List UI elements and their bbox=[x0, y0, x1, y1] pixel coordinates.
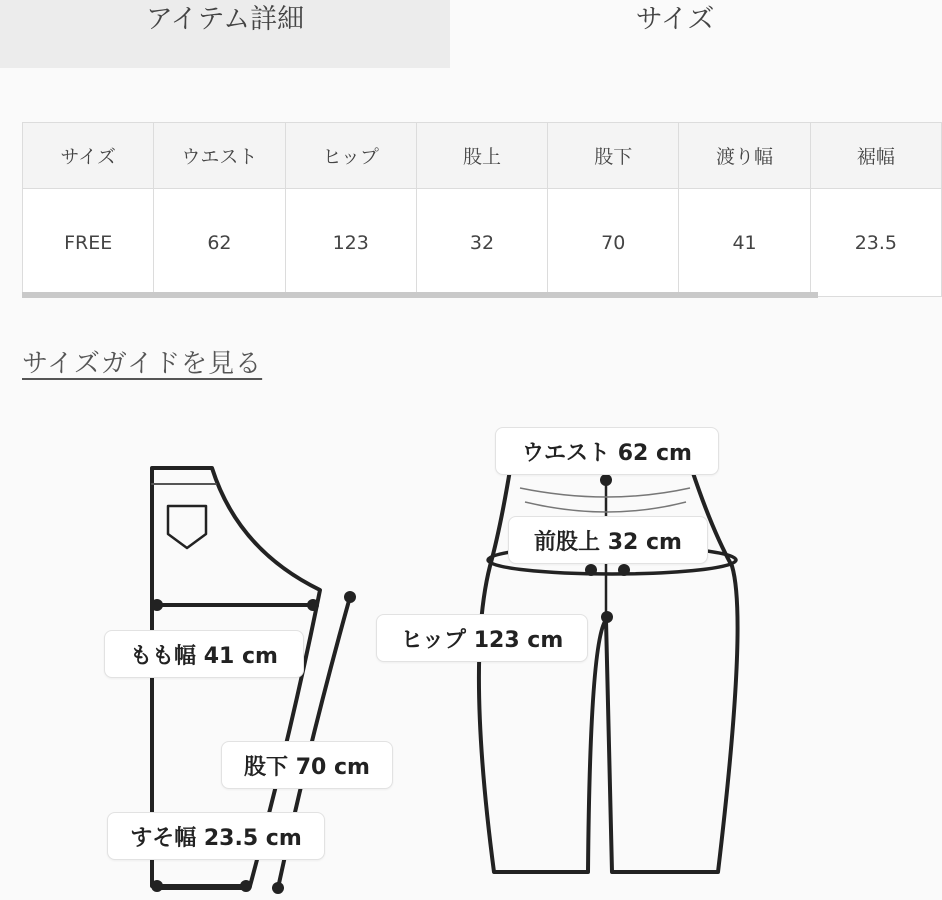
table-header-cell: 裾幅 bbox=[810, 123, 941, 189]
tab-bar bbox=[0, 0, 900, 68]
measure-dot bbox=[344, 591, 356, 603]
inseam-label: 股下 70 cm bbox=[221, 741, 393, 789]
thigh-width-label: もも幅 41 cm bbox=[104, 630, 304, 678]
size-table bbox=[22, 122, 942, 297]
tab-size-label: サイズ bbox=[635, 4, 715, 35]
hip-label: ヒップ 123 cm bbox=[376, 614, 588, 662]
table-header-cell: 股上 bbox=[416, 123, 547, 189]
table-header-cell: ウエスト bbox=[154, 123, 285, 189]
table-header-cell: 股下 bbox=[548, 123, 679, 189]
tab-item-detail[interactable] bbox=[0, 0, 450, 68]
size-table-scroll[interactable] bbox=[22, 122, 897, 298]
table-header-cell: ヒップ bbox=[285, 123, 416, 189]
tab-item-detail-label: アイテム詳細 bbox=[145, 4, 305, 35]
size-diagram bbox=[0, 410, 900, 900]
measure-dot bbox=[151, 599, 163, 611]
horizontal-scrollbar[interactable] bbox=[22, 292, 818, 298]
table-header-row bbox=[23, 123, 942, 189]
measure-dot bbox=[600, 474, 612, 486]
table-cell: 70 bbox=[548, 189, 679, 297]
table-row bbox=[23, 189, 942, 297]
size-guide-link[interactable]: サイズガイドを見る bbox=[22, 349, 263, 379]
hem-width-label: すそ幅 23.5 cm bbox=[107, 812, 325, 860]
table-cell: 123 bbox=[285, 189, 416, 297]
measure-dot bbox=[601, 611, 613, 623]
table-cell: 23.5 bbox=[810, 189, 941, 297]
table-cell: 41 bbox=[679, 189, 810, 297]
measure-dot bbox=[240, 880, 252, 892]
table-header-cell: 渡り幅 bbox=[679, 123, 810, 189]
measure-dot bbox=[618, 564, 630, 576]
table-cell: 62 bbox=[154, 189, 285, 297]
measure-dot bbox=[307, 599, 319, 611]
table-header-cell: サイズ bbox=[23, 123, 154, 189]
measure-dot bbox=[151, 880, 163, 892]
waist-label: ウエスト 62 cm bbox=[495, 427, 719, 475]
table-cell: 32 bbox=[416, 189, 547, 297]
measure-dot bbox=[585, 564, 597, 576]
tab-size[interactable] bbox=[450, 0, 900, 68]
table-cell: FREE bbox=[23, 189, 154, 297]
pocket-icon bbox=[168, 506, 206, 548]
measure-dot bbox=[272, 882, 284, 894]
front-rise-label: 前股上 32 cm bbox=[508, 516, 708, 564]
